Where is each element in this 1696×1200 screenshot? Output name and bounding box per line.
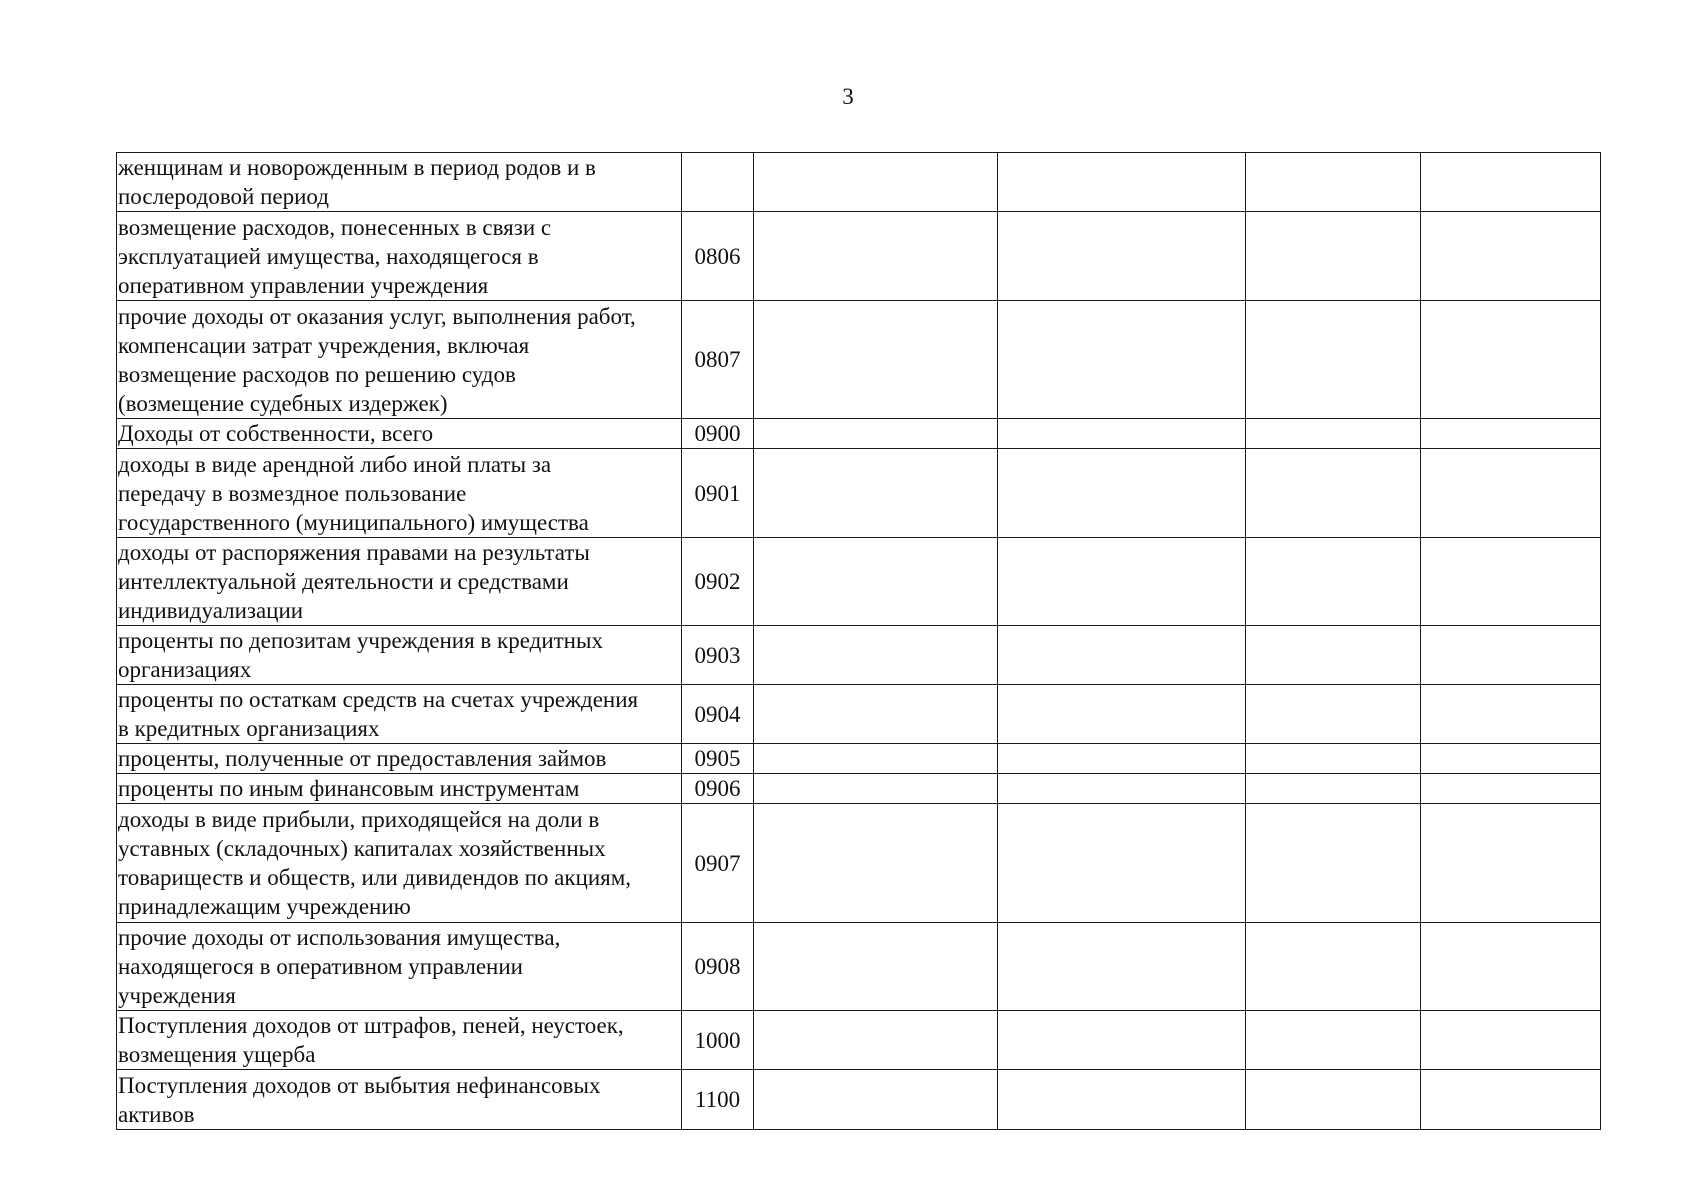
value-cell-4 xyxy=(1421,923,1601,1011)
table-row xyxy=(117,804,1601,923)
row-code: 0902 xyxy=(682,538,754,626)
value-cell-4 xyxy=(1421,1011,1601,1070)
row-name-cell xyxy=(117,1011,682,1070)
value-cell-4 xyxy=(1421,419,1601,449)
row-code: 1100 xyxy=(682,1070,754,1130)
value-cell-2 xyxy=(998,212,1246,301)
row-name: Доходы от собственности, всего xyxy=(118,421,434,446)
row-name: проценты, полученные от предоставления займов xyxy=(118,746,607,771)
row-name: Поступления доходов от штрафов, пеней, неустоек, возмещения ущерба xyxy=(118,1013,624,1067)
row-code: 0807 xyxy=(682,301,754,419)
row-name-cell xyxy=(117,538,682,626)
row-name-cell xyxy=(117,744,682,774)
value-cell-1 xyxy=(754,301,998,419)
value-cell-1 xyxy=(754,449,998,538)
value-cell-1 xyxy=(754,1070,998,1130)
row-name: возмещение расходов, понесенных в связи с эксплуатацией имущества, находящегося в оперативном управлении учреждения xyxy=(118,214,552,298)
value-cell-1 xyxy=(754,685,998,744)
row-name: доходы в виде прибыли, приходящейся на доли в уставных (складочных) капиталах хозяйственных товариществ и обществ, или дивидендов по акциям, принадлежащим учреждению xyxy=(118,807,632,919)
row-code: 0907 xyxy=(682,804,754,923)
value-cell-4 xyxy=(1421,449,1601,538)
table-row xyxy=(117,1011,1601,1070)
value-cell-4 xyxy=(1421,538,1601,626)
row-name: проценты по депозитам учреждения в кредитных организациях xyxy=(118,628,603,682)
value-cell-1 xyxy=(754,744,998,774)
value-cell-2 xyxy=(998,153,1246,212)
row-name-cell xyxy=(117,685,682,744)
value-cell-3 xyxy=(1246,449,1421,538)
row-code: 0906 xyxy=(682,774,754,804)
value-cell-3 xyxy=(1246,1070,1421,1130)
value-cell-4 xyxy=(1421,626,1601,685)
table-row xyxy=(117,301,1601,419)
value-cell-2 xyxy=(998,419,1246,449)
value-cell-2 xyxy=(998,804,1246,923)
value-cell-2 xyxy=(998,626,1246,685)
row-code: 0903 xyxy=(682,626,754,685)
value-cell-1 xyxy=(754,1011,998,1070)
row-name-cell xyxy=(117,1070,682,1130)
table-row xyxy=(117,538,1601,626)
value-cell-2 xyxy=(998,923,1246,1011)
row-code: 0901 xyxy=(682,449,754,538)
value-cell-4 xyxy=(1421,744,1601,774)
row-name: проценты по иным финансовым инструментам xyxy=(118,776,580,801)
row-code xyxy=(682,153,754,212)
value-cell-3 xyxy=(1246,685,1421,744)
row-name-cell xyxy=(117,626,682,685)
value-cell-3 xyxy=(1246,538,1421,626)
value-cell-1 xyxy=(754,923,998,1011)
value-cell-3 xyxy=(1246,153,1421,212)
row-name: доходы от распоряжения правами на результаты интеллектуальной деятельности и средствами индивидуализации xyxy=(118,540,590,623)
table-row xyxy=(117,774,1601,804)
table-row xyxy=(117,153,1601,212)
value-cell-2 xyxy=(998,1011,1246,1070)
row-name-cell xyxy=(117,212,682,301)
row-code: 0908 xyxy=(682,923,754,1011)
value-cell-3 xyxy=(1246,212,1421,301)
income-table xyxy=(116,152,1601,1130)
value-cell-3 xyxy=(1246,774,1421,804)
row-code: 0904 xyxy=(682,685,754,744)
table-row xyxy=(117,744,1601,774)
value-cell-2 xyxy=(998,301,1246,419)
value-cell-3 xyxy=(1246,301,1421,419)
table-row xyxy=(117,685,1601,744)
value-cell-2 xyxy=(998,1070,1246,1130)
row-name-cell xyxy=(117,804,682,923)
value-cell-4 xyxy=(1421,153,1601,212)
value-cell-1 xyxy=(754,538,998,626)
value-cell-2 xyxy=(998,774,1246,804)
value-cell-3 xyxy=(1246,419,1421,449)
value-cell-2 xyxy=(998,449,1246,538)
value-cell-4 xyxy=(1421,685,1601,744)
table-row xyxy=(117,449,1601,538)
row-name-cell xyxy=(117,449,682,538)
table-row xyxy=(117,1070,1601,1130)
row-name-cell xyxy=(117,774,682,804)
value-cell-2 xyxy=(998,685,1246,744)
value-cell-3 xyxy=(1246,804,1421,923)
value-cell-4 xyxy=(1421,1070,1601,1130)
value-cell-1 xyxy=(754,804,998,923)
row-name: доходы в виде арендной либо иной платы за передачу в возмездное пользование государственного (муниципального) имущества xyxy=(118,451,589,535)
value-cell-3 xyxy=(1246,626,1421,685)
row-code: 0905 xyxy=(682,744,754,774)
table-row xyxy=(117,923,1601,1011)
row-code: 0806 xyxy=(682,212,754,301)
row-name-cell xyxy=(117,301,682,419)
table-row xyxy=(117,419,1601,449)
row-code: 0900 xyxy=(682,419,754,449)
value-cell-1 xyxy=(754,419,998,449)
row-name-cell xyxy=(117,923,682,1011)
value-cell-3 xyxy=(1246,1011,1421,1070)
row-name-cell xyxy=(117,153,682,212)
row-name: Поступления доходов от выбытия нефинансовых активов xyxy=(118,1072,601,1127)
value-cell-3 xyxy=(1246,744,1421,774)
row-name-cell xyxy=(117,419,682,449)
row-name: прочие доходы от использования имущества, находящегося в оперативном управлении учреждения xyxy=(118,925,561,1008)
value-cell-1 xyxy=(754,774,998,804)
page-number: 3 xyxy=(842,84,854,109)
value-cell-2 xyxy=(998,538,1246,626)
table-row xyxy=(117,212,1601,301)
table-row xyxy=(117,626,1601,685)
row-name: проценты по остаткам средств на счетах учреждения в кредитных организациях xyxy=(118,687,639,741)
row-name: женщинам и новорожденным в период родов и в послеродовой период xyxy=(118,155,596,209)
value-cell-4 xyxy=(1421,774,1601,804)
value-cell-2 xyxy=(998,744,1246,774)
value-cell-4 xyxy=(1421,804,1601,923)
value-cell-1 xyxy=(754,212,998,301)
row-code: 1000 xyxy=(682,1011,754,1070)
value-cell-3 xyxy=(1246,923,1421,1011)
value-cell-4 xyxy=(1421,212,1601,301)
value-cell-1 xyxy=(754,153,998,212)
value-cell-1 xyxy=(754,626,998,685)
row-name: прочие доходы от оказания услуг, выполнения работ, компенсации затрат учреждения, включая возмещение расходов по решению судов (возмещение судебных издержек) xyxy=(118,303,636,416)
value-cell-4 xyxy=(1421,301,1601,419)
